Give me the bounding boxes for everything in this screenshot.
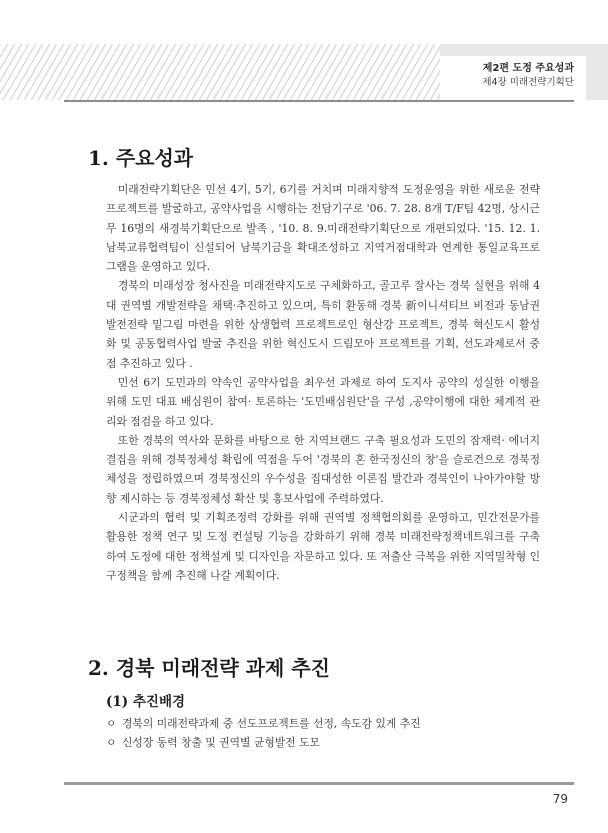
footer-rule: [64, 782, 574, 785]
paragraph-3: 민선 6기 도민과의 약속인 공약사업을 최우선 과제로 하여 도지사 공약의 성실한 이행을 위해 도민 대표 배심원이 참여· 토론하는 '도민배심원단'을 구성 ,공약이행에 대한 체계적 관리와 점검을 하고 있다.: [106, 375, 540, 428]
paragraph-5: 시군과의 협력 및 기획조정력 강화를 위해 권역별 정책협의회를 운영하고, 민간전문가를 활용한 정책 연구 및 도정 컨설팅 기능을 강화하기 위해 경북 미래전략정책네트워크를 구축하여 도정에 대한 정책설계 및 디자인을 자문하고 있다. 또 저출산 극복을 위한 지역밀착형 인구정책을 함께 추진해 나갈 계획이다.: [106, 511, 540, 582]
page-number: 79: [552, 792, 568, 806]
paragraph-2: 경북의 미래성장 청사진을 미래전략지도로 구체화하고, 골고루 잘사는 경북 실현을 위해 4대 권역별 개발전략을 채택·추진하고 있으며, 특히 환동해 경북 新이니셔티브 비전과 동남권 발전전략 밑그림 마련을 위한 상생협력 프로젝트로인 형산강 프로젝트, 경북 혁신도시 활성화 및 공동협력사업 발굴 추진을 위한 혁신도시 드림모아 프로젝트를 기획, 선도과제로서 중점 추진하고 있다 .: [106, 279, 540, 370]
list-item: [106, 733, 546, 752]
paragraph-1: 미래전략기획단은 민선 4기, 5기, 6기를 거치며 미래지향적 도정운영을 위한 새로운 전략 프로젝트를 발굴하고, 공약사업을 시행하는 전담기구로 '06. 7. 28. 8개 T/F팀 42명, 상시근무 16명의 새경북기획단으로 발족 , '10. 8. 9.미래전략기획단으로 개편되었다. '15. 12. 1. 남북교류협력팀이 신설되어 남북기금을 확대조성하고 지역거점대학과 연계한 통일교육프로그램을 운영하고 있다.: [106, 183, 540, 274]
part-title: 제2편 도정 주요성과: [482, 63, 574, 74]
bullet-text: 신성장 동력 창출 및 권역별 균형발전 도모: [122, 736, 320, 749]
section-1-body: [106, 180, 540, 585]
list-item: [106, 714, 546, 733]
subsection-title: (1) 추진배경: [106, 694, 186, 710]
chapter-header: [446, 58, 574, 102]
paragraph-4: 또한 경북의 역사와 문화를 바탕으로 한 지역브랜드 구축 필요성과 도민의 잠재력· 에너지 결집을 위해 경북정체성 확립에 역점을 두어 '경북의 혼 한국정신의 창'을 슬로건으로 경북정체성을 정립하였으며 경북정신의 우수성을 집대성한 이론집 발간과 경북인이 나아가야할 방향 제시하는 등 경북정체성 확산 및 홍보사업에 주력하였다.: [106, 433, 540, 505]
bullet-list: [106, 714, 546, 752]
header-rule: [64, 100, 574, 102]
bullet-mark: ㅇ: [106, 717, 117, 730]
bullet-text: 경북의 미래전략과제 중 선도프로젝트를 선정, 속도감 있게 추진: [122, 717, 421, 730]
chapter-title: 제4장 미래전략기획단: [482, 77, 574, 88]
section-2-title: 2. 경북 미래전략 과제 추진: [88, 656, 330, 680]
section-1-title: 1. 주요성과: [88, 146, 194, 170]
bullet-mark: ㅇ: [106, 736, 117, 749]
